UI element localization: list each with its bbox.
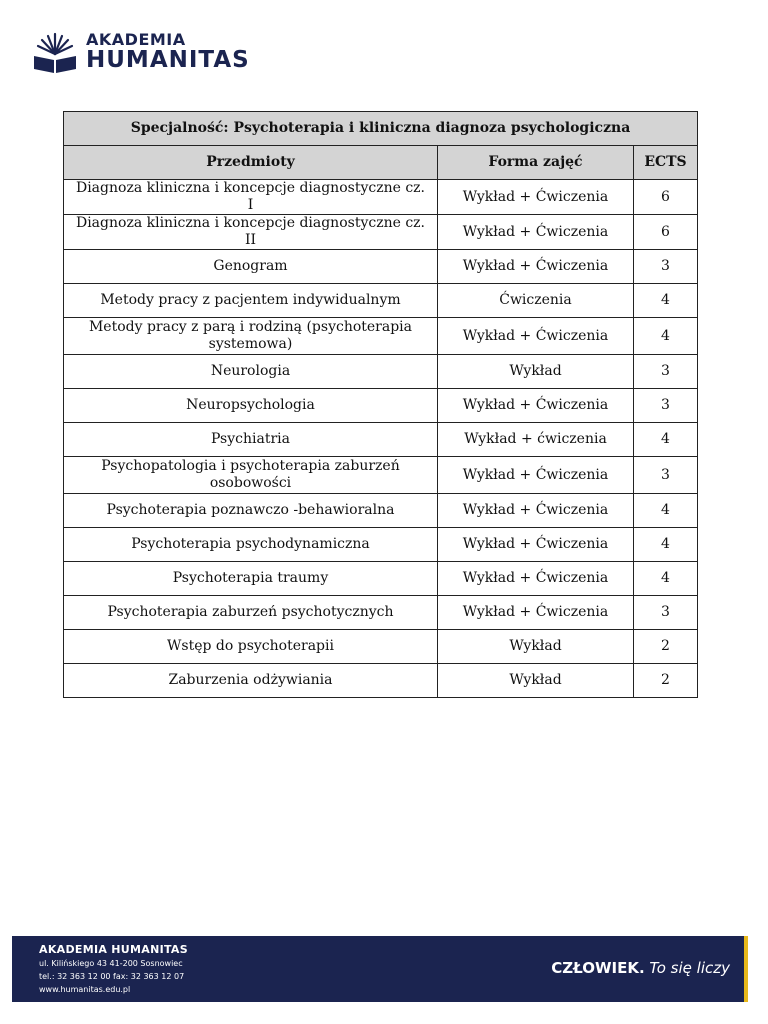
form-cell: Wykład + Ćwiczenia [438, 215, 634, 250]
ects-cell: 4 [634, 528, 698, 562]
form-cell: Wykład + Ćwiczenia [438, 562, 634, 596]
ects-cell: 6 [634, 215, 698, 250]
form-cell: Wykład [438, 630, 634, 664]
subject-cell: Wstęp do psychoterapii [64, 630, 438, 664]
ects-cell: 4 [634, 284, 698, 318]
subject-cell: Psychoterapia zaburzeń psychotycznych [64, 596, 438, 630]
footer-accent-stripe [744, 936, 748, 1002]
slogan-emphasis: To się liczy [644, 959, 730, 977]
logo-text [86, 32, 250, 72]
table-row [64, 664, 698, 698]
table-row [64, 284, 698, 318]
form-cell: Wykład + Ćwiczenia [438, 596, 634, 630]
footer-bar [12, 936, 748, 1002]
ects-cell: 4 [634, 494, 698, 528]
subject-cell: Zaburzenia odżywiania [64, 664, 438, 698]
subject-cell: Diagnoza kliniczna i koncepcje diagnostyczne cz. II [64, 215, 438, 250]
ects-cell: 4 [634, 562, 698, 596]
ects-cell: 2 [634, 630, 698, 664]
footer-phone: tel.: 32 363 12 00 fax: 32 363 12 07 [39, 972, 185, 981]
book-sunburst-icon [32, 30, 78, 74]
logo [32, 30, 250, 74]
subject-cell: Psychoterapia psychodynamiczna [64, 528, 438, 562]
table-row [64, 528, 698, 562]
specialization-row [64, 112, 698, 146]
ects-cell: 3 [634, 389, 698, 423]
table-row [64, 355, 698, 389]
footer-contact [39, 943, 188, 996]
table-row [64, 250, 698, 284]
ects-cell: 6 [634, 180, 698, 215]
form-cell: Wykład + Ćwiczenia [438, 457, 634, 494]
form-cell: Wykład + Ćwiczenia [438, 180, 634, 215]
form-cell: Wykład [438, 664, 634, 698]
form-cell: Wykład + Ćwiczenia [438, 318, 634, 355]
ects-cell: 4 [634, 318, 698, 355]
subject-cell: Neuropsychologia [64, 389, 438, 423]
subject-cell: Metody pracy z pacjentem indywidualnym [64, 284, 438, 318]
table-row [64, 215, 698, 250]
ects-cell: 3 [634, 250, 698, 284]
form-cell: Wykład + ćwiczenia [438, 423, 634, 457]
courses-table [63, 111, 698, 698]
table-row [64, 596, 698, 630]
ects-cell: 3 [634, 457, 698, 494]
subject-cell: Psychiatria [64, 423, 438, 457]
table-row [64, 562, 698, 596]
slogan-strong: CZŁOWIEK. [551, 959, 645, 977]
form-cell: Wykład [438, 355, 634, 389]
subject-cell: Metody pracy z parą i rodziną (psychoterapia systemowa) [64, 318, 438, 355]
form-cell: Wykład + Ćwiczenia [438, 389, 634, 423]
subject-cell: Diagnoza kliniczna i koncepcje diagnostyczne cz. I [64, 180, 438, 215]
logo-line-top: AKADEMIA [86, 30, 186, 49]
subject-cell: Psychoterapia traumy [64, 562, 438, 596]
logo-line-bottom: HUMANITAS [86, 47, 250, 73]
ects-cell: 3 [634, 355, 698, 389]
table-row [64, 423, 698, 457]
table-row [64, 630, 698, 664]
form-cell: Wykład + Ćwiczenia [438, 528, 634, 562]
table-row [64, 494, 698, 528]
footer-slogan [551, 959, 730, 977]
table-row [64, 318, 698, 355]
form-cell: Ćwiczenia [438, 284, 634, 318]
footer-address: ul. Kilińskiego 43 41-200 Sosnowiec [39, 959, 183, 968]
form-cell: Wykład + Ćwiczenia [438, 494, 634, 528]
ects-cell: 4 [634, 423, 698, 457]
table-row [64, 180, 698, 215]
table-row [64, 389, 698, 423]
table-row [64, 457, 698, 494]
subject-cell: Genogram [64, 250, 438, 284]
table-header-row [64, 146, 698, 180]
subject-cell: Psychoterapia poznawczo -behawioralna [64, 494, 438, 528]
ects-cell: 2 [634, 664, 698, 698]
form-cell: Wykład + Ćwiczenia [438, 250, 634, 284]
footer-website[interactable]: www.humanitas.edu.pl [39, 985, 131, 994]
subject-cell: Psychopatologia i psychoterapia zaburzeń osobowości [64, 457, 438, 494]
column-header-subjects: Przedmioty [64, 146, 438, 180]
footer-org-name: AKADEMIA HUMANITAS [39, 943, 188, 956]
column-header-ects: ECTS [634, 146, 698, 180]
subject-cell: Neurologia [64, 355, 438, 389]
column-header-form: Forma zajęć [438, 146, 634, 180]
specialization-title: Specjalność: Psychoterapia i kliniczna diagnoza psychologiczna [64, 112, 698, 146]
ects-cell: 3 [634, 596, 698, 630]
